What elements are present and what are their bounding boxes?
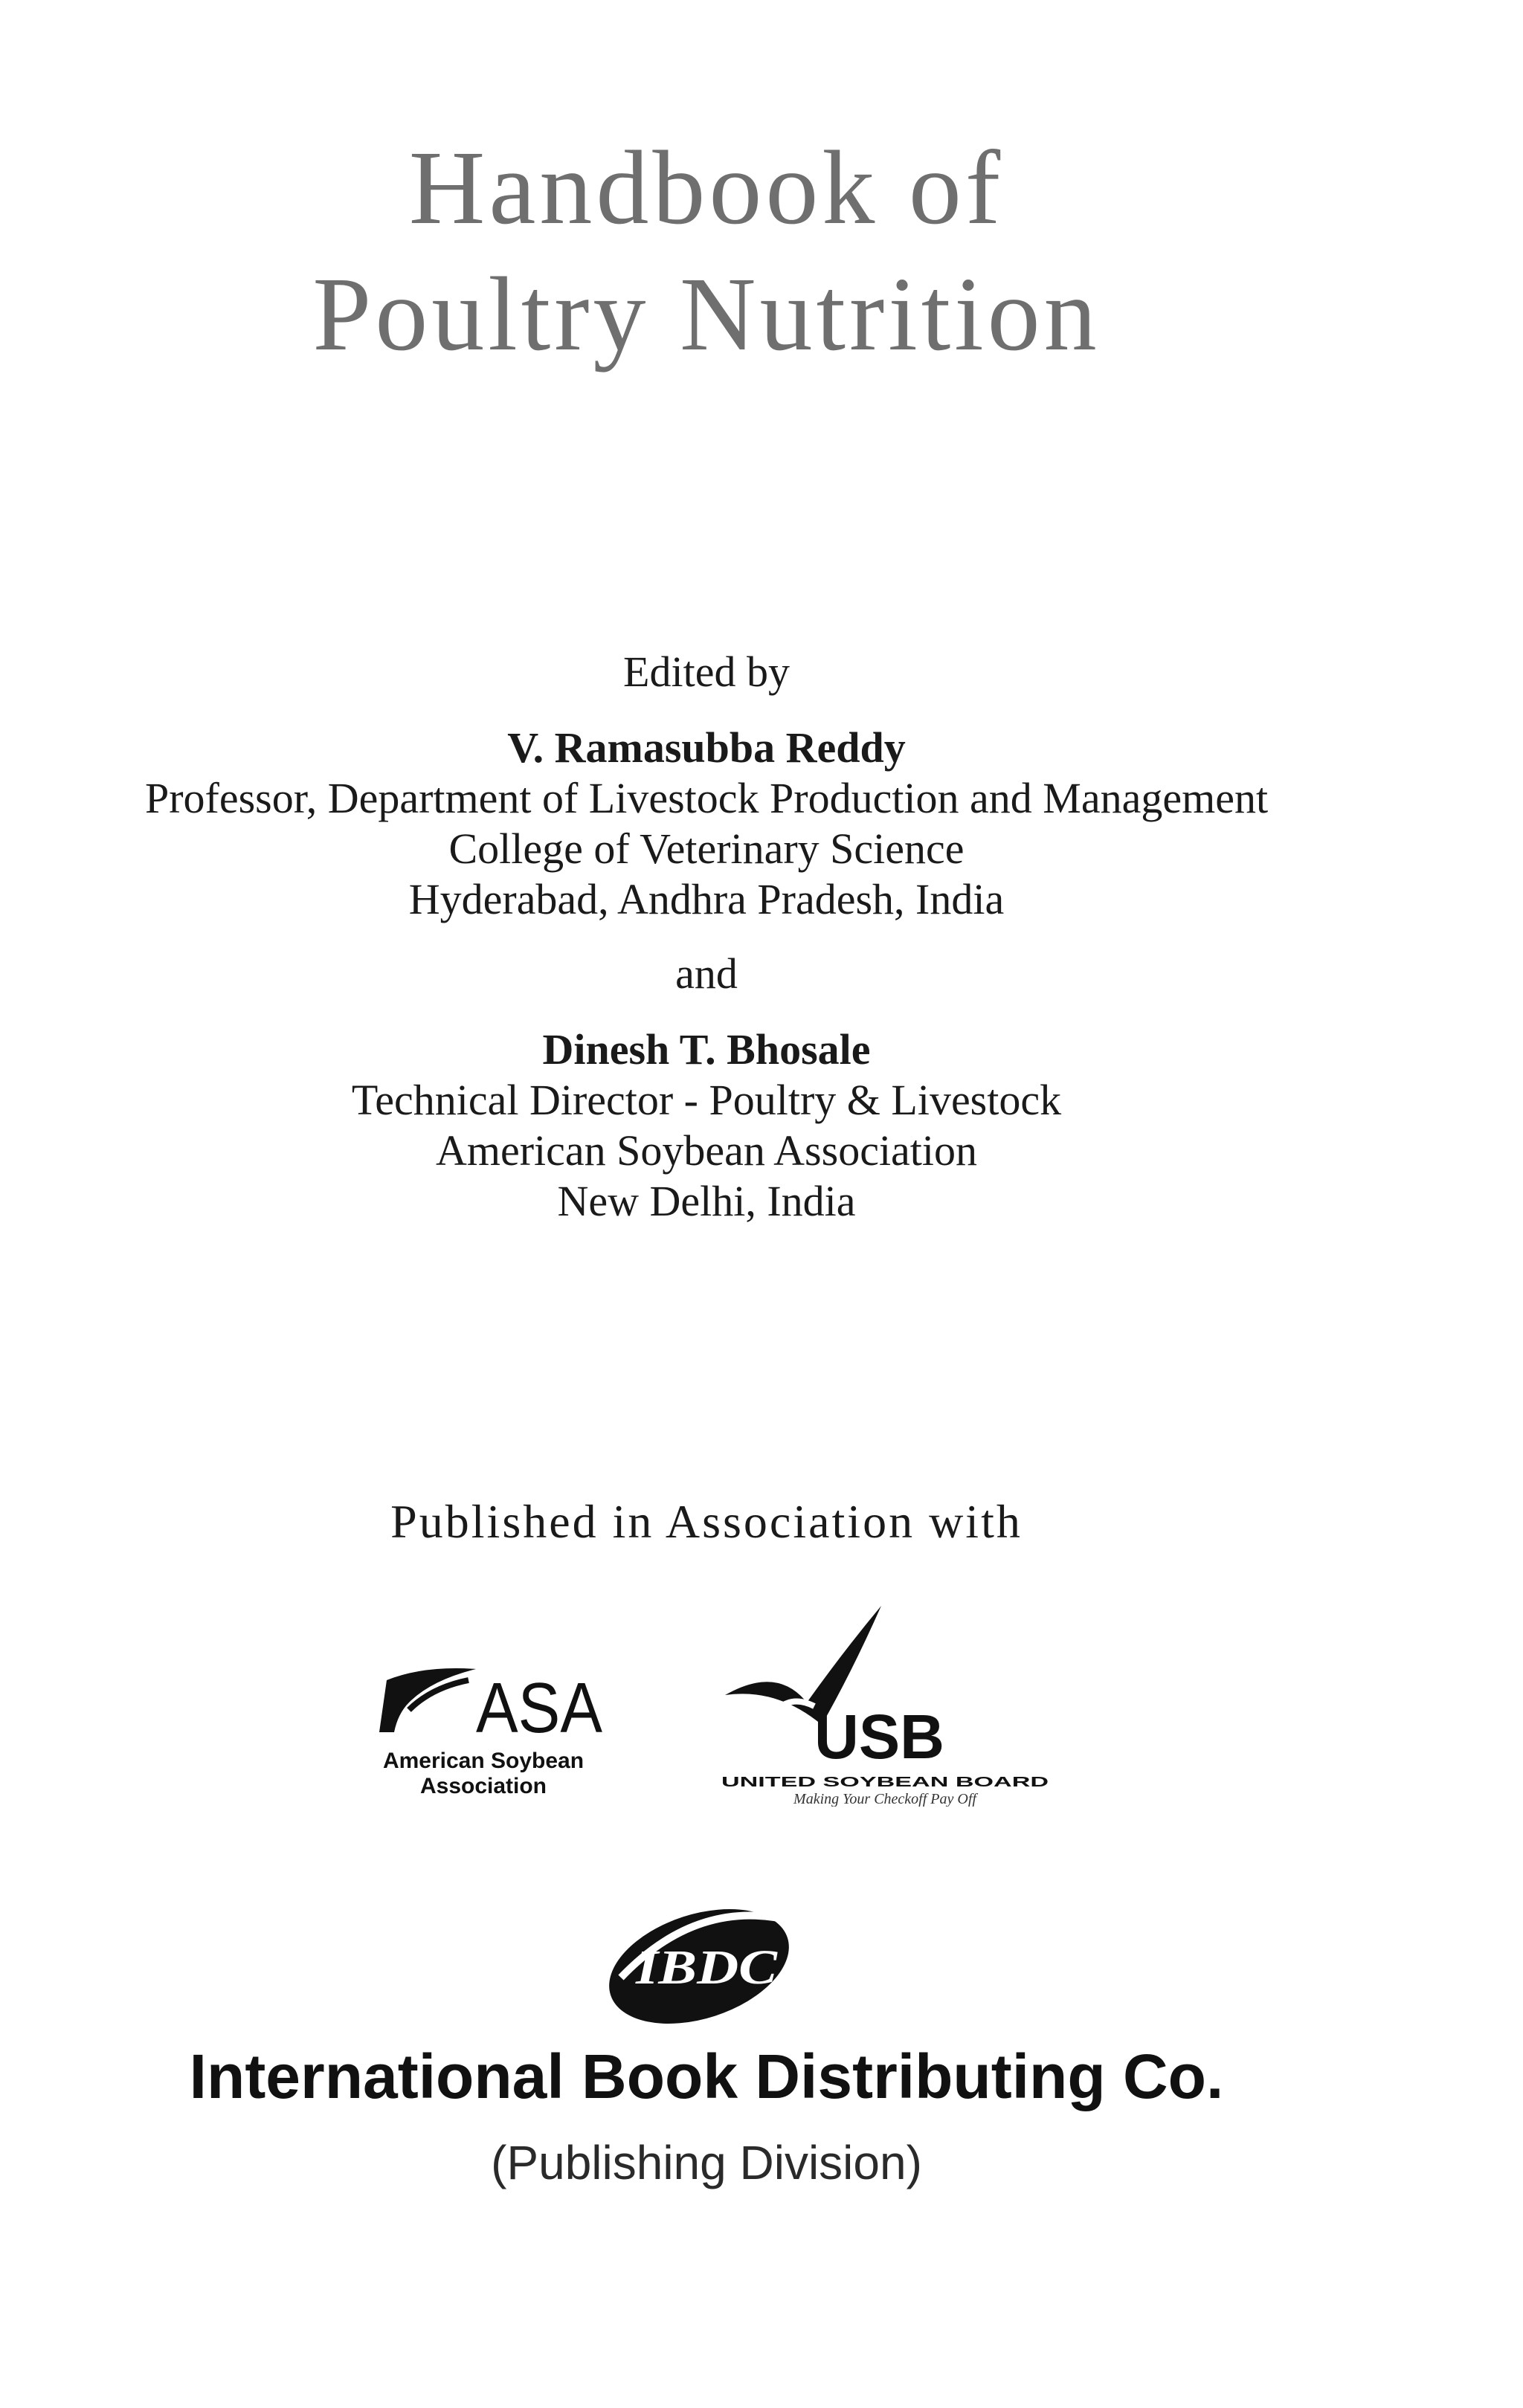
publisher-division: (Publishing Division) bbox=[491, 2136, 922, 2189]
editor-1-affiliation-line: College of Veterinary Science bbox=[448, 824, 965, 873]
ibdc-logo bbox=[595, 1888, 818, 2030]
book-title-line-2: Poultry Nutrition bbox=[312, 255, 1101, 372]
asa-line-2: Association bbox=[419, 1774, 547, 1798]
usb-tagline: Making Your Checkoff Pay Off bbox=[793, 1791, 976, 1807]
usb-logo-graphic bbox=[710, 1606, 1067, 1807]
book-title-line-1: Handbook of bbox=[408, 129, 1005, 246]
editor-1-affiliation-line: Professor, Department of Livestock Production and Management bbox=[144, 774, 1269, 822]
publisher-name: International Book Distributing Co. bbox=[189, 2041, 1224, 2111]
asa-logo bbox=[357, 1636, 640, 1807]
published-in-association-label: Published in Association with bbox=[390, 1495, 1023, 1548]
editor-2-affiliation-line: American Soybean Association bbox=[435, 1126, 978, 1175]
editor-2-affiliation-line: New Delhi, India bbox=[557, 1177, 856, 1225]
usb-logo bbox=[710, 1606, 1067, 1807]
edited-by-label: Edited by bbox=[623, 648, 790, 696]
asa-swoosh-mark bbox=[379, 1668, 476, 1732]
editor-2-affiliation-line: Technical Director - Poultry & Livestock bbox=[351, 1076, 1062, 1124]
asa-logo-graphic bbox=[357, 1636, 640, 1807]
usb-mark-text: USB bbox=[814, 1702, 944, 1772]
editor-2-name: Dinesh T. Bhosale bbox=[542, 1025, 871, 1074]
editor-1-affiliation-line: Hyderabad, Andhra Pradesh, India bbox=[408, 875, 1005, 923]
usb-name: UNITED SOYBEAN BOARD bbox=[721, 1775, 1049, 1789]
ibdc-logo-graphic bbox=[595, 1888, 818, 2030]
asa-mark-text: ASA bbox=[476, 1668, 602, 1748]
ibdc-mark-text: IBDC bbox=[634, 1940, 779, 1995]
editor-1-name: V. Ramasubba Reddy bbox=[507, 723, 906, 772]
and-connector: and bbox=[675, 949, 738, 998]
asa-line-1: American Soybean bbox=[382, 1749, 585, 1773]
